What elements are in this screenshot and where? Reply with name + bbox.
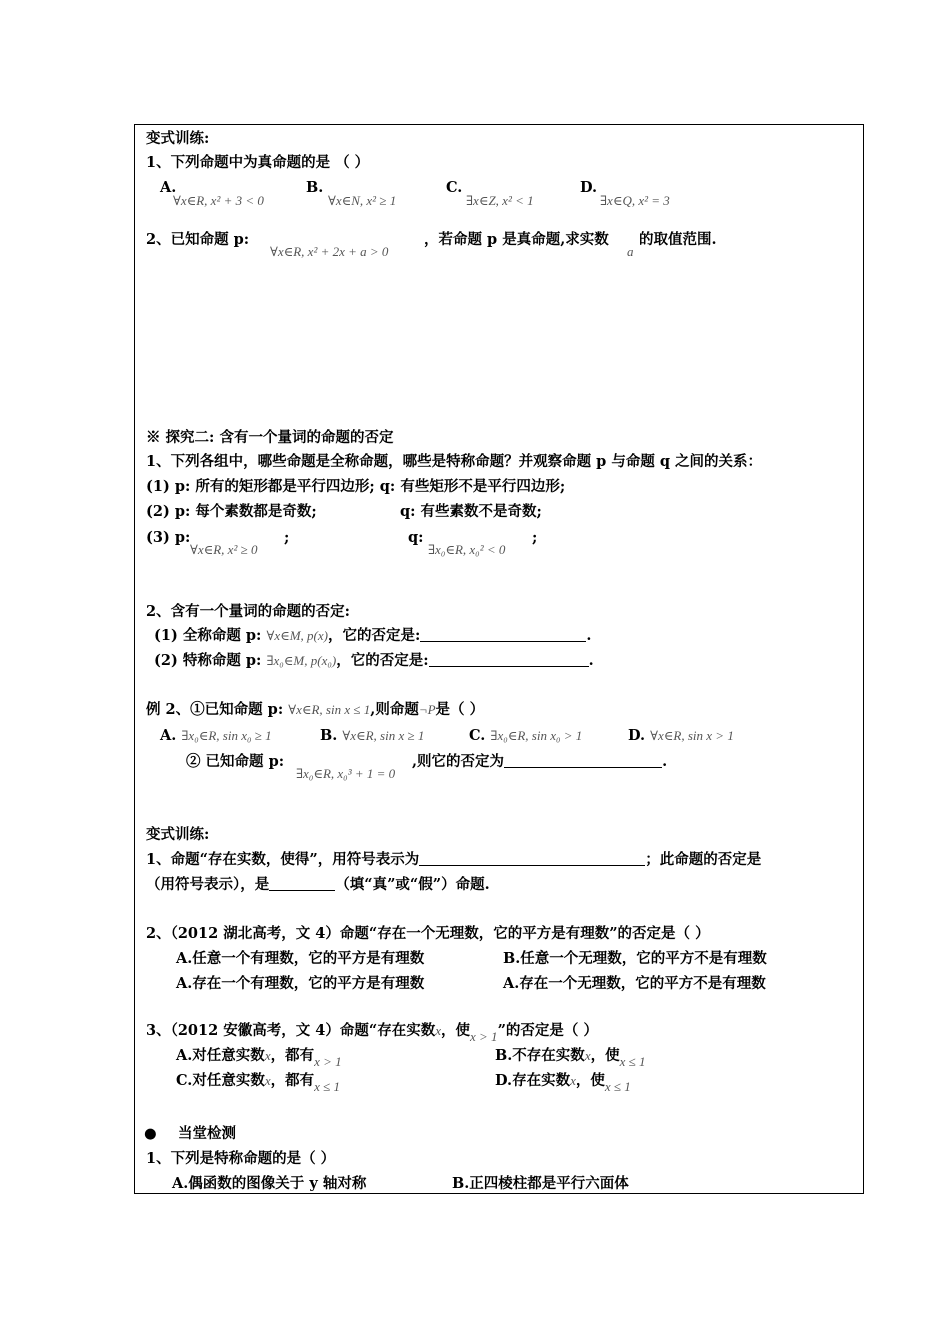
ex2-option-b-label: B. bbox=[320, 727, 338, 744]
practice-q3-option-a bbox=[176, 1047, 342, 1069]
universal-tail: ，它的否定是: bbox=[327, 627, 421, 644]
practice-q1-text: 1、命题“存在实数，使得”，用符号表示为 bbox=[146, 851, 420, 868]
part-2-answer-blank[interactable] bbox=[504, 753, 662, 768]
example-2-math: ∀x∈R, sin x ≤ 1 bbox=[288, 702, 371, 717]
existential-answer-blank[interactable] bbox=[429, 652, 589, 667]
explore-q1: 1、下列各组中，哪些命题是全称命题，哪些是特称命题？并观察命题 p 与命题 q 之间的关系： bbox=[146, 453, 763, 470]
part-2-end: . bbox=[662, 753, 668, 770]
universal-math: ∀x∈M, p(x) bbox=[266, 628, 328, 643]
practice-q3-option-c bbox=[176, 1072, 341, 1094]
q2-prefix: 2、已知命题 p: bbox=[146, 231, 250, 248]
example-2-part-2: ② 已知命题 p: bbox=[186, 753, 285, 770]
explore-row-2-p: (2) p: 每个素数都是奇数; bbox=[146, 503, 317, 520]
q3-d-math: x ≤ 1 bbox=[604, 1079, 631, 1094]
q3-b-x: x bbox=[584, 1048, 591, 1063]
question-2 bbox=[146, 231, 249, 249]
q2-tail: 的取值范围. bbox=[639, 231, 717, 248]
existential-dot: . bbox=[588, 652, 594, 669]
q3-c-mid: ，都有 bbox=[270, 1072, 315, 1089]
practice-q3-option-b bbox=[495, 1047, 646, 1069]
ex2-option-c bbox=[469, 727, 582, 745]
practice-q1-c: （填“真”或“假”）命题. bbox=[335, 876, 490, 893]
explore-row-3-p: (3) p: bbox=[146, 529, 191, 546]
q2-math: ∀x∈R, x² + 2x + a > 0 bbox=[270, 244, 389, 259]
practice-q3-x: x bbox=[435, 1023, 442, 1038]
row-3-q-math: ∃x₀∈R, x₀² < 0 bbox=[428, 542, 506, 557]
q2-middle: ，若命题 p 是真命题,求实数 bbox=[424, 231, 609, 248]
negation-existential bbox=[154, 652, 594, 670]
practice-q2: 2、（2012 湖北高考，文 4）命题“存在一个无理数，它的平方是有理数”的否定是（ ） bbox=[146, 925, 710, 942]
option-b-label: B. bbox=[306, 179, 324, 196]
explore-row-2-q: q: 有些素数不是奇数; bbox=[400, 503, 542, 520]
q3-a-mid: ，都有 bbox=[270, 1047, 315, 1064]
practice-q2-option-2: B.任意一个无理数，它的平方不是有理数 bbox=[503, 950, 767, 967]
option-d-label: D. bbox=[580, 179, 598, 196]
q3-a-math: x > 1 bbox=[314, 1054, 342, 1069]
q3-c-text: C.对任意实数 bbox=[176, 1072, 265, 1089]
ex2-option-b-math: ∀x∈R, sin x ≥ 1 bbox=[342, 728, 425, 743]
practice-q1-cont bbox=[146, 876, 490, 894]
ex2-option-b bbox=[320, 727, 424, 745]
example-2-tail: ,则命题 bbox=[370, 701, 419, 718]
example-2-part-2-tail bbox=[412, 753, 667, 771]
option-a-math: ∀x∈R, x² + 3 < 0 bbox=[173, 193, 264, 208]
quiz-q1-option-b: B.正四棱柱都是平行六面体 bbox=[452, 1175, 629, 1192]
ex2-option-c-math: ∃x₀∈R, sin x₀ > 1 bbox=[490, 728, 583, 743]
existential-label: (2) 特称命题 p: bbox=[154, 652, 262, 669]
option-c-math: ∃x∈Z, x² < 1 bbox=[466, 193, 534, 208]
q3-b-text: B.不存在实数 bbox=[495, 1047, 585, 1064]
option-d-math: ∃x∈Q, x² = 3 bbox=[600, 193, 670, 208]
example-2 bbox=[146, 701, 484, 719]
bullet-icon: ● bbox=[144, 1125, 157, 1142]
practice-q1-blank[interactable] bbox=[419, 851, 645, 866]
q3-d-mid: ，使 bbox=[575, 1072, 605, 1089]
practice-q2-option-4: A.存在一个无理数，它的平方不是有理数 bbox=[503, 975, 766, 992]
practice-q3-math: x > 1 bbox=[470, 1029, 498, 1044]
negation-universal bbox=[154, 627, 591, 645]
negation-title: 2、含有一个量词的命题的否定: bbox=[146, 603, 350, 620]
q3-c-x: x bbox=[264, 1073, 271, 1088]
q2-var: a bbox=[627, 244, 634, 259]
q3-a-x: x bbox=[264, 1048, 271, 1063]
practice-q3 bbox=[146, 1022, 598, 1044]
practice-q1 bbox=[146, 851, 761, 869]
row-3-p-semi: ; bbox=[284, 529, 290, 546]
ex2-option-a-label: A. bbox=[160, 727, 177, 744]
question-1: 1、下列命题中为真命题的是 （ ） bbox=[146, 154, 370, 171]
practice-q1-b: （用符号表示），是 bbox=[146, 876, 270, 893]
ex2-option-a-math: ∃x₀∈R, sin x₀ ≥ 1 bbox=[181, 728, 272, 743]
universal-dot: . bbox=[586, 627, 592, 644]
quiz-q1-option-a: A.偶函数的图像关于 y 轴对称 bbox=[172, 1175, 367, 1192]
q3-d-text: D.存在实数 bbox=[495, 1072, 571, 1089]
q3-b-mid: ，使 bbox=[590, 1047, 620, 1064]
existential-tail: ，它的否定是: bbox=[336, 652, 429, 669]
ex2-option-d-label: D. bbox=[628, 727, 646, 744]
ex2-option-d-math: ∀x∈R, sin x > 1 bbox=[650, 728, 734, 743]
practice-q1-truth-blank[interactable] bbox=[269, 876, 335, 891]
explore-row-3-q: q: bbox=[408, 529, 424, 546]
ex2-option-c-label: C. bbox=[469, 727, 486, 744]
q3-a-text: A.对任意实数 bbox=[176, 1047, 265, 1064]
practice-q3-c: ”的否定是（ ） bbox=[497, 1022, 598, 1039]
row-3-p-math: ∀x∈R, x² ≥ 0 bbox=[190, 542, 258, 557]
row-3-q-semi: ; bbox=[532, 529, 538, 546]
option-c-label: C. bbox=[446, 179, 463, 196]
option-b-math: ∀x∈N, x² ≥ 1 bbox=[328, 193, 397, 208]
practice-q2-option-3: A.存在一个有理数，它的平方是有理数 bbox=[176, 975, 425, 992]
section-title: 变式训练: bbox=[146, 130, 210, 147]
existential-math: ∃x₀∈M, p(x₀) bbox=[266, 653, 337, 668]
practice-q3-a: 3、（2012 安徽高考，文 4）命题“存在实数 bbox=[146, 1022, 436, 1039]
universal-answer-blank[interactable] bbox=[420, 627, 586, 642]
example-2-neg: ¬P bbox=[418, 702, 436, 717]
q3-c-math: x ≤ 1 bbox=[314, 1079, 341, 1094]
quiz-title: 当堂检测 bbox=[178, 1125, 236, 1142]
option-a-label: A. bbox=[160, 179, 177, 196]
universal-label: (1) 全称命题 p: bbox=[154, 627, 262, 644]
practice-title: 变式训练: bbox=[146, 826, 210, 843]
explore-title: ※ 探究二: 含有一个量词的命题的否定 bbox=[146, 429, 394, 446]
example-2-part-2-math: ∃x₀∈R, x₀³ + 1 = 0 bbox=[296, 766, 396, 781]
ex2-option-d bbox=[628, 727, 734, 745]
ex2-option-a bbox=[160, 727, 272, 745]
q3-b-math: x ≤ 1 bbox=[619, 1054, 646, 1069]
example-2-end: 是（ ） bbox=[435, 701, 485, 718]
practice-q3-option-d bbox=[495, 1072, 631, 1094]
part-2-tail-text: ,则它的否定为 bbox=[412, 753, 505, 770]
explore-row-1: (1) p: 所有的矩形都是平行四边形; q: 有些矩形不是平行四边形; bbox=[146, 478, 566, 495]
q3-d-x: x bbox=[570, 1073, 576, 1088]
practice-q1-tail: ；此命题的否定是 bbox=[645, 851, 762, 868]
example-2-prefix: 例 2、①已知命题 p: bbox=[146, 701, 284, 718]
quiz-q1: 1、下列是特称命题的是（ ） bbox=[146, 1150, 336, 1167]
practice-q2-option-1: A.任意一个有理数，它的平方是有理数 bbox=[176, 950, 425, 967]
practice-q3-b: ，使 bbox=[441, 1022, 471, 1039]
